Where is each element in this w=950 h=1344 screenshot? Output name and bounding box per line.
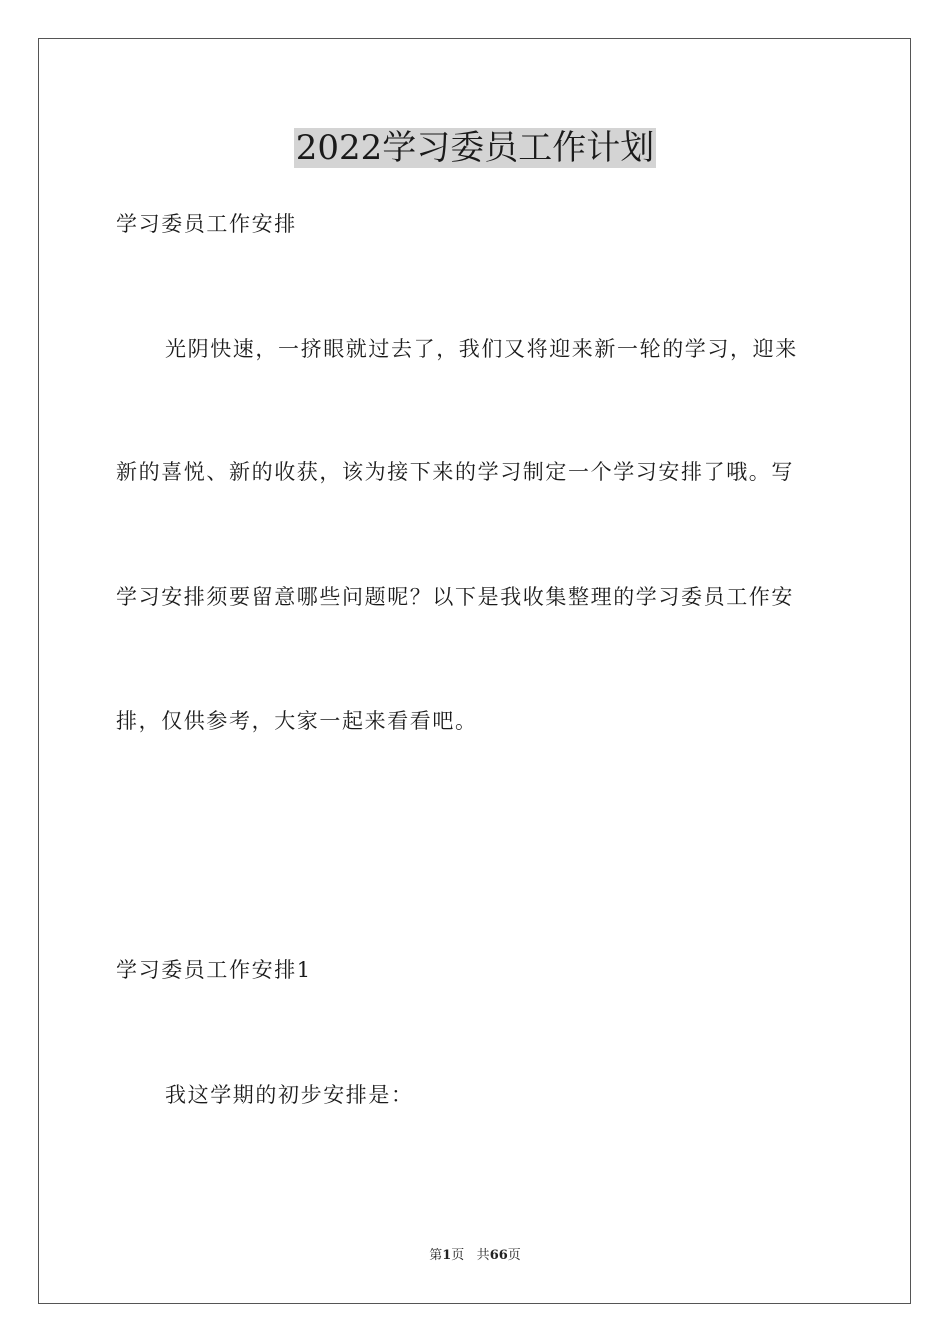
section-first-line: 我这学期的初步安排是：: [165, 1083, 414, 1107]
document-subtitle: 学习委员工作安排: [116, 212, 297, 236]
intro-line-3: 学习安排须要留意哪些问题呢？以下是我收集整理的学习委员工作安: [116, 585, 794, 609]
footer-page-prefix: 第: [429, 1248, 443, 1263]
footer-total-prefix: 共: [476, 1248, 490, 1263]
footer-page-number: 1: [442, 1248, 452, 1263]
footer-total-suffix: 页: [507, 1248, 521, 1263]
footer-total-pages: 66: [489, 1248, 508, 1263]
document-title: [0, 126, 950, 170]
document-title-text: 2022学习委员工作计划: [295, 128, 655, 168]
section-heading: 学习委员工作安排1: [116, 958, 312, 982]
page-footer: [0, 1247, 950, 1265]
intro-line-2: 新的喜悦、新的收获，该为接下来的学习制定一个学习安排了哦。写: [116, 460, 794, 484]
intro-line-4: 排，仅供参考，大家一起来看看吧。: [116, 709, 478, 733]
intro-line-1: 光阴快速，一挤眼就过去了，我们又将迎来新一轮的学习，迎来: [165, 337, 798, 361]
footer-page-suffix: 页: [451, 1248, 465, 1263]
